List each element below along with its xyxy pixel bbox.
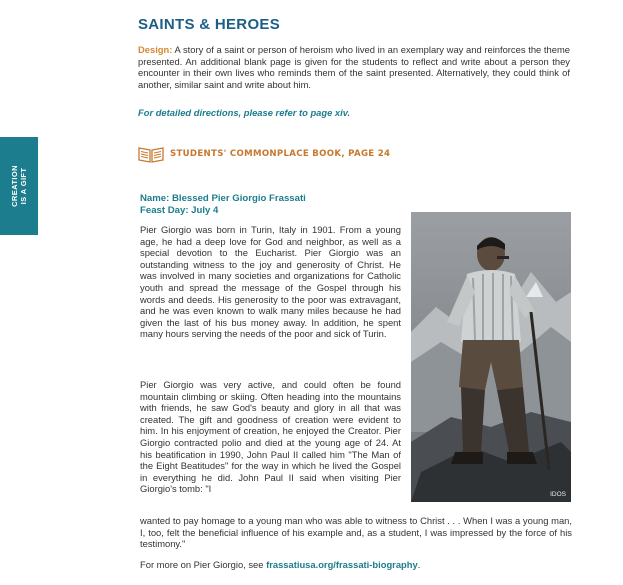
saint-photo bbox=[411, 212, 571, 502]
side-section-tab bbox=[0, 137, 38, 235]
mountain-climber-illustration bbox=[411, 212, 571, 502]
page-title: SAINTS & HEROES bbox=[138, 16, 281, 33]
design-label: Design: bbox=[138, 44, 173, 55]
feast-day: Feast Day: July 4 bbox=[140, 205, 219, 216]
open-book-icon bbox=[138, 144, 164, 164]
commonplace-caption: STUDENTS' COMMONPLACE BOOK, PAGE 24 bbox=[170, 149, 391, 159]
biography-paragraph-2-continued: wanted to pay homage to a young man who was able to witness to Christ . . . When I was a young man, I, too, felt the beneficial influence of his example and, as a student, I was impressed by the force of his testimony." bbox=[140, 515, 572, 550]
biography-paragraph-1: Pier Giorgio was born in Turin, Italy in 1901. From a young age, he had a deep love for God and neighbor, as well as a special devotion to the Eucharist. Pier Giorgio was an outstanding witness to the joy and generosity of Christ. He was involved in many societies and organizations for Catholic youth and spread the message of the Gospel through his words and deeds. His generosity to the poor was extravagant, and he was even known to walk many miles because he had given the last of his bus money away. In addition, he spent many hours serving the needs of the poor and sick of Turin. bbox=[140, 224, 401, 340]
design-paragraph bbox=[138, 44, 570, 90]
directions-note: For detailed directions, please refer to page xiv. bbox=[138, 107, 351, 118]
more-prefix: For more on Pier Giorgio, see bbox=[140, 559, 267, 570]
design-text: A story of a saint or person of heroism who lived in an exemplary way and reinforces the theme presented. An additional blank page is given for the students to reflect and write about a person they encounter in their own lives who reminds them of the saint presented. Alternatively, they could think of another, similar saint and write about him. bbox=[138, 44, 570, 90]
side-tab-line1: CREATION bbox=[10, 165, 19, 207]
photo-credit: IDOS bbox=[550, 491, 566, 498]
more-info-line bbox=[140, 559, 420, 570]
more-suffix: . bbox=[417, 559, 421, 570]
biography-paragraph-2: Pier Giorgio was very active, and could often be found mountain climbing or skiing. Often heading into the mountains with friends, he saw God's beauty and glory in all that was created. The gift and goodness of creation were evident to him. In his enjoyment of creation, he enjoyed the Creator. Pier Giorgio contracted polio and died at the young age of 24. At his beatification in 1990, John Paul II called him "The Man of the Eight Beatitudes" for the way in which he lived the Gospel in everything he did. John Paul II said when visiting Pier Giorgio's tomb: "I bbox=[140, 379, 401, 495]
saint-name: Name: Blessed Pier Giorgio Frassati bbox=[140, 193, 306, 204]
side-tab-line2: IS A GIFT bbox=[19, 167, 28, 205]
side-tab-label bbox=[10, 165, 28, 207]
biography-link[interactable]: frassatiusa.org/frassati-biography bbox=[266, 559, 418, 570]
